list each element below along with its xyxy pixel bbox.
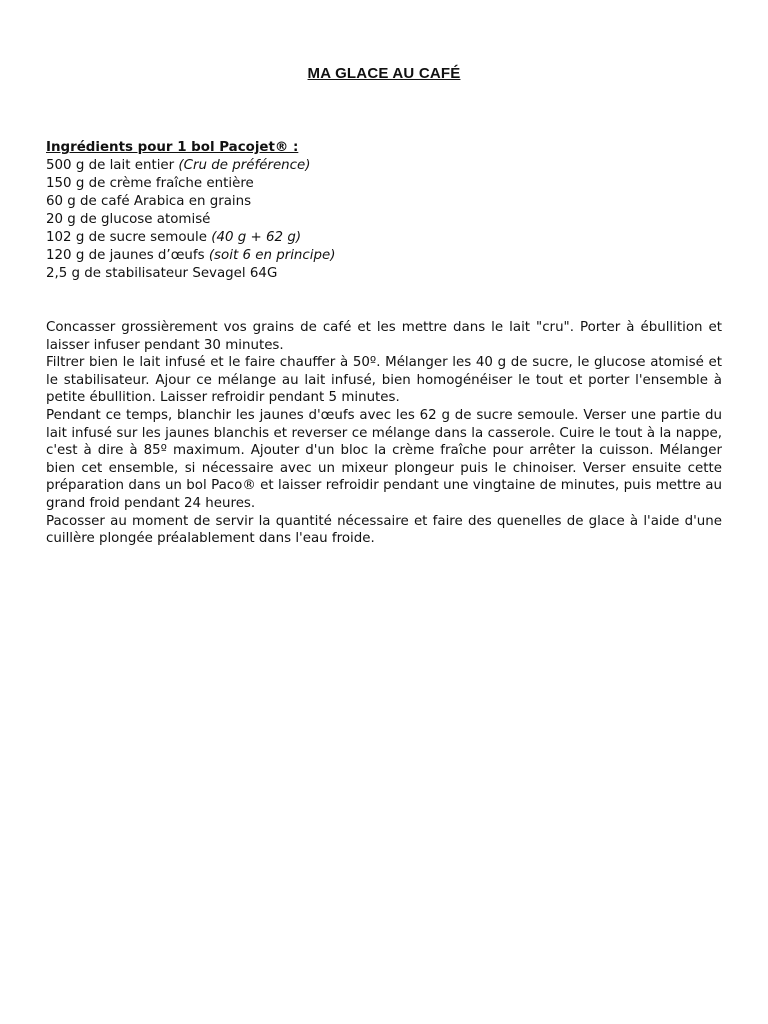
ingredient-line: 102 g de sucre semoule (40 g + 62 g) xyxy=(46,230,302,245)
ingredient-note: (soit 6 en principe) xyxy=(208,248,336,263)
ingredient-line: 150 g de crème fraîche entière xyxy=(46,176,254,191)
instruction-paragraph: Filtrer bien le lait infusé et le faire chauffer à 50º. Mélanger les 40 g de sucre, le glucose atomisé et le stabilisateur. Ajour ce mélange au lait infusé, bien homogénéiser le tout et porter l'ensemble à petite ébullition. Laisser refroidir pendant 5 minutes. xyxy=(46,355,722,406)
ingredient-line: 20 g de glucose atomisé xyxy=(46,212,211,227)
instruction-paragraph: Concasser grossièrement vos grains de café et les mettre dans le lait "cru". Porter à ébullition et laisser infuser pendant 30 minutes. xyxy=(46,320,722,353)
ingredient-line: 500 g de lait entier (Cru de préférence) xyxy=(46,158,311,173)
ingredient-note: (Cru de préférence) xyxy=(178,158,311,173)
instructions-section xyxy=(46,319,722,548)
instruction-paragraph: Pacosser au moment de servir la quantité nécessaire et faire des quenelles de glace à l'aide d'une cuillère plongée préalablement dans l'eau froide. xyxy=(46,513,722,547)
instruction-paragraph: Pendant ce temps, blanchir les jaunes d'œufs avec les 62 g de sucre semoule. Verser une partie du lait infusé sur les jaunes blanchis et reverser ce mélange dans la casserole. Cuire le tout à la nappe, c'est à dire à 85º maximum. Ajouter d'un bloc la crème fraîche pour arrêter la cuisson. Mélanger bien cet ensemble, si nécessaire avec un mixeur plongeur puis le chinoiser. Verser ensuite cette préparation dans un bol Paco® et laisser refroidir pendant une vingtaine de minutes, puis mettre au grand froid pendant 24 heures. xyxy=(46,407,722,511)
ingredient-line: 60 g de café Arabica en grains xyxy=(46,194,252,209)
ingredients-heading: Ingrédients pour 1 bol Pacojet® : xyxy=(46,140,299,155)
recipe-title: MA GLACE AU CAFÉ xyxy=(307,65,461,82)
ingredient-note: (40 g + 62 g) xyxy=(211,230,302,245)
ingredients-section xyxy=(46,139,722,283)
recipe-page xyxy=(46,64,722,548)
ingredient-line: 120 g de jaunes d’œufs (soit 6 en principe) xyxy=(46,248,336,263)
ingredient-line: 2,5 g de stabilisateur Sevagel 64G xyxy=(46,266,278,281)
